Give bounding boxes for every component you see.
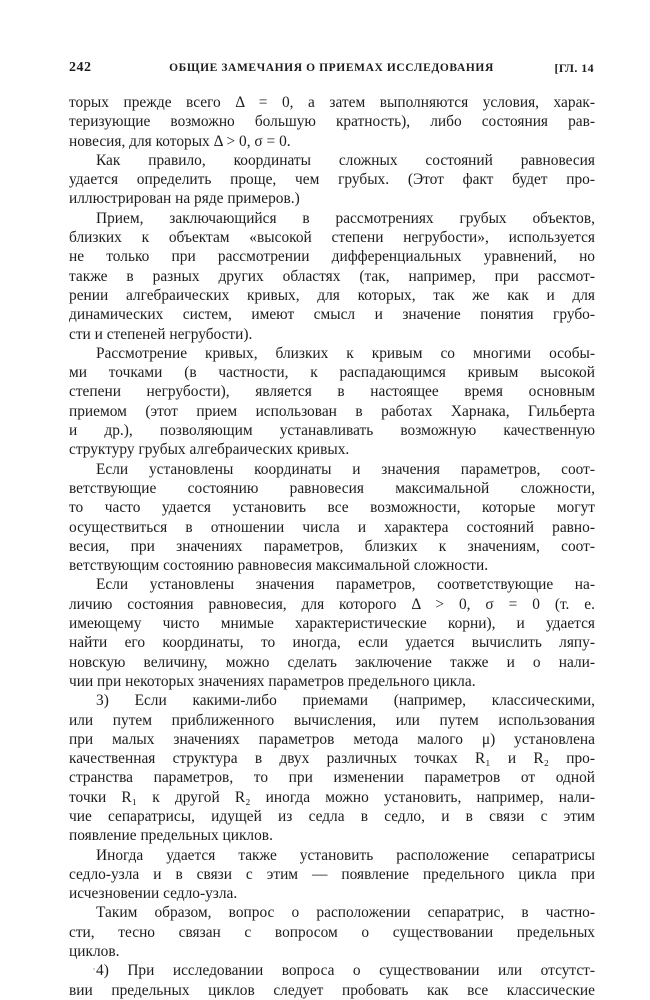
paragraph [69,209,595,344]
text-body [69,93,595,1000]
text-line: вии предельных циклов следует пробовать как все классические [69,981,595,999]
text-line: не только при рассмотрении дифференциальных уравнений, но [69,248,595,266]
paragraph [69,575,595,691]
paragraph [69,961,595,1000]
text-line: сти и степеней негрубости). [69,325,253,343]
text-line: 4) При исследовании вопроса о существовании или отсутст- [96,962,595,980]
paragraph [69,460,595,576]
running-title: ОБЩИЕ ЗАМЕЧАНИЯ О ПРИЕМАХ ИССЛЕДОВАНИЯ [169,62,494,74]
text-line: ми точками (в частности, к распадающимся кривым высокой [69,364,595,382]
text-line: Как правило, координаты сложных состояний равновесия [96,151,595,169]
chapter-reference: [ГЛ. 14 [554,61,594,75]
text-line: динамических систем, имеют смысл и значение понятия грубо- [69,306,595,324]
text-line: качественная структура в двух различных точках R₁ и R₂ про- [69,750,595,768]
text-line: структуру грубых алгебраических кривых. [69,441,350,459]
text-line: появление предельных циклов. [69,827,273,845]
text-line: новскую величину, можно сделать заключение также и о нали- [69,653,595,671]
paragraph [69,846,595,904]
text-line: найти его координаты, то иногда, если удается вычислить ляпу- [69,634,595,652]
text-line: приемом (этот прием использован в работах Харнака, Гильберта [69,402,595,420]
text-line: 3) Если какими-либо приемами (например, классическими, [96,692,595,710]
running-head [69,58,594,78]
text-line: при малых значениях параметров метода малого μ) установлена [69,730,595,748]
text-line: седло-узла и в связи с этим — появление предельного цикла при [69,865,595,883]
text-line: осуществиться в отношении числа и характера состояний равно- [69,518,595,536]
text-line: Рассмотрение кривых, близких к кривым со многими особы- [96,344,595,362]
text-line: новесия, для которых Δ > 0, σ = 0. [69,132,291,150]
paragraph [69,151,595,209]
text-line: чие сепаратрисы, идущей из седла в седло, и в связи с этим [69,807,595,825]
text-line: Иногда удается также установить расположение сепаратрисы [96,846,595,864]
text-line: близких к объектам «высокой степени негрубости», используется [69,229,595,247]
text-line: исчезновении седло-узла. [69,885,238,903]
text-line: ветствующие состоянию равновесия максимальной сложности, [69,479,595,497]
page-number: 242 [69,60,92,75]
text-line: циклов. [69,943,120,961]
text-line: и др.), позволяющим устанавливать возможную качественную [69,422,595,440]
text-line: иллюстрирован на ряде примеров.) [69,190,300,208]
text-line: ветствующим состоянию равновесия максимальной сложности. [69,557,489,575]
paragraph [69,344,595,460]
text-line: степени негрубости), является в настоящее время основным [69,383,595,401]
text-line: теризующие возможно большую кратность), либо состояния рав- [69,113,595,131]
text-line: то часто удается установить все возможности, которые могут [69,499,595,517]
text-line: или путем приближенного вычисления, или путем использования [69,711,595,729]
text-line: рении алгебраических кривых, для которых, так же как и для [69,286,595,304]
text-line: сти, тесно связан с вопросом о существовании предельных [69,923,595,941]
print-speck [93,968,95,970]
text-line: личию состояния равновесия, для которого Δ > 0, σ = 0 (т. е. [69,595,595,613]
paragraph [69,691,595,845]
text-line: чии при некоторых значениях параметров предельного цикла. [69,672,476,690]
paragraph [69,93,595,151]
text-line: Таким образом, вопрос о расположении сепаратрис, в частно- [96,904,595,922]
paragraph [69,903,595,961]
text-line: Если установлены значения параметров, соответствующие на- [96,576,595,594]
text-line: также в разных других областях (так, например, при рассмот- [69,267,595,285]
text-line: весия, при значениях параметров, близких к значениям, соот- [69,537,595,555]
text-line: удается определить проще, чем грубых. (Этот факт будет про- [69,171,595,189]
text-line: торых прежде всего Δ = 0, а затем выполняются условия, харак- [69,94,595,111]
text-line: точки R₁ к другой R₂ иногда можно установить, например, нали- [69,788,595,806]
text-line: Если установлены координаты и значения параметров, соот- [96,460,595,478]
text-line: Прием, заключающийся в рассмотрениях грубых объектов, [96,209,595,227]
text-line: имеющему чисто мнимые характеристические корни), и удается [69,615,595,633]
text-line: странства параметров, то при изменении параметров от одной [69,769,595,787]
